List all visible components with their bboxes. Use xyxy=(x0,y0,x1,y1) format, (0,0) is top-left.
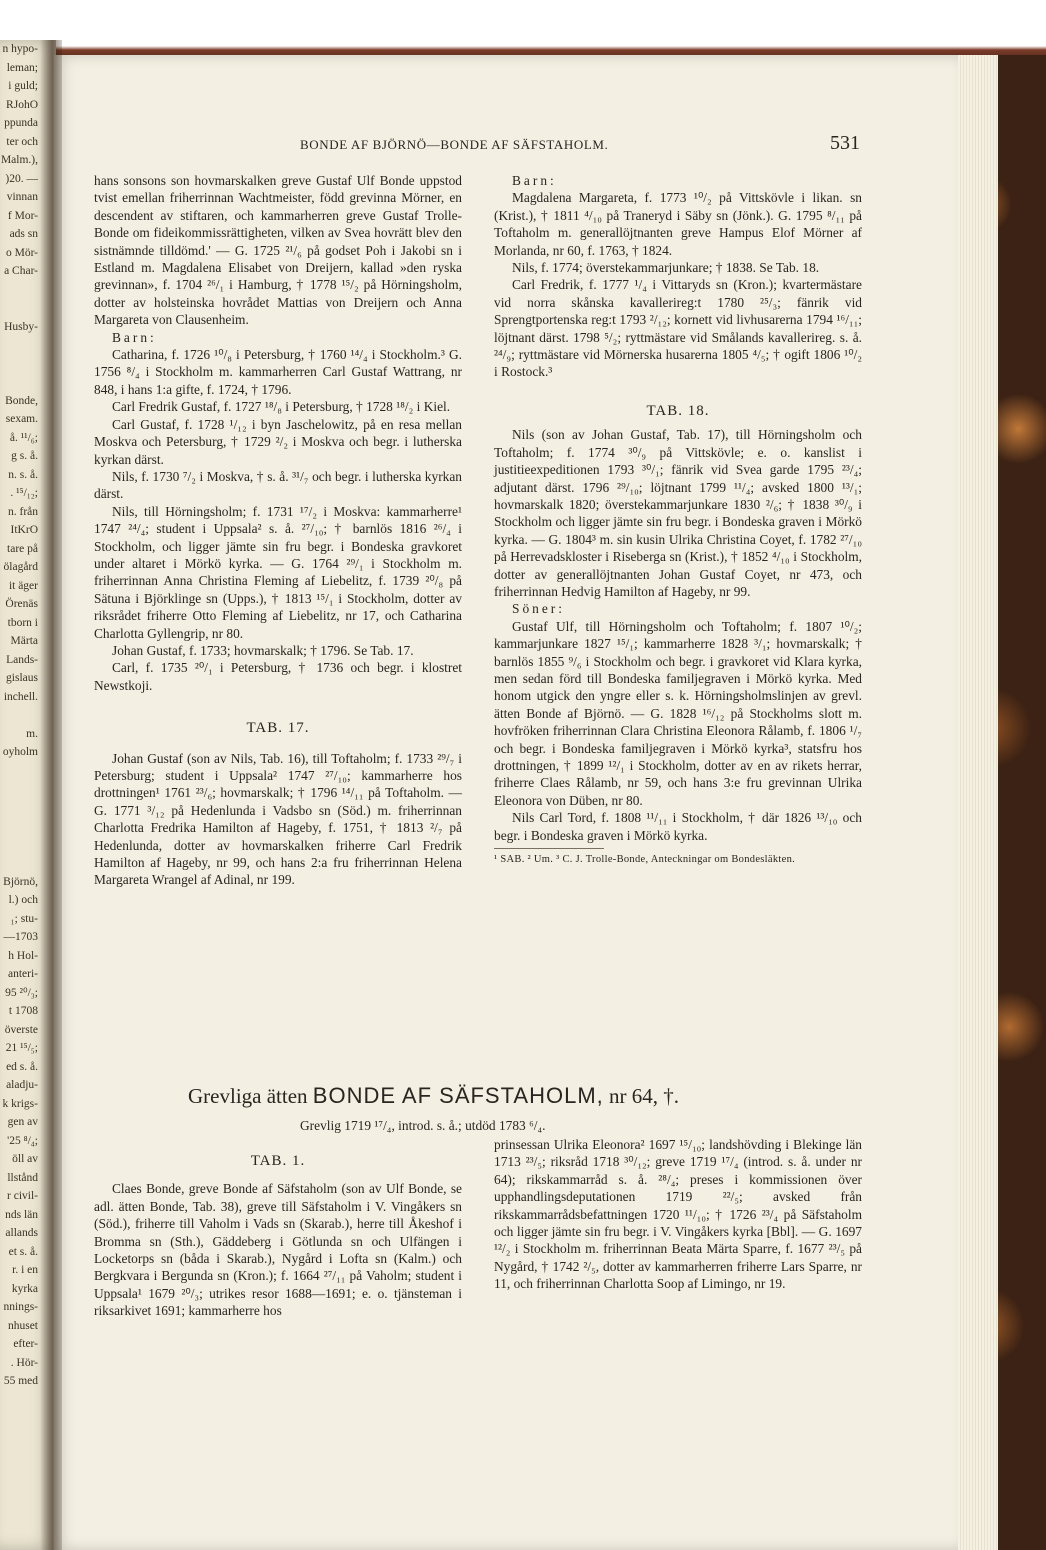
facing-page-line: ölagård xyxy=(3,561,38,573)
right-column-paragraph: Magdalena Margareta, f. 1773 ¹⁰/₂ på Vittskövle i likan. sn (Krist.), † 1811 ⁴/₁₀ på Traneryd i Säby sn (Jönk.). G. 1795 ⁸/₁₁ på Toftaholm m. generallöjtnanten greve Hampus Elof Mörner af Morlanda, nr 60, f. 1763, † 1824. xyxy=(494,190,862,258)
left-column-paragraph: Nils, till Hörningsholm; f. 1731 ¹⁷/₂ i Moskva: kammarherre¹ 1747 ²⁴/₄; student i Uppsala² s. å. ²⁷/₁₀; † barnlös 1816 ²⁶/₄ i Stockholm, och ligger jämte sin fru begr. i Bondeska gravkoret under altaret i Mörkö kyrka. — G. 1764 ²⁹/₁ i Stockholm m. friherrinnan Anna Christina Fleming af Liebelitz, f. 1739 ²⁰/₈ på Sätuna i Björklinge sn (Upps.), † 1813 ¹⁵/₁ i Stockholm, dotter av riksrådet friherre Otto Fleming af Liebelitz, nr 17, och Catharina Charlotta Gyllengrip, nr 80. xyxy=(94,503,462,641)
facing-page-line: k krigs- xyxy=(2,1097,38,1110)
facing-page-line: a Char- xyxy=(4,265,38,277)
tab-1-heading: TAB. 1. xyxy=(250,1153,306,1169)
facing-page-line: n. s. å. xyxy=(8,468,38,481)
facing-page-line: 55 med xyxy=(3,1375,38,1387)
facing-page-line: anteri- xyxy=(7,968,38,980)
facing-page-line: nhuset xyxy=(7,1319,38,1332)
footnote-rule xyxy=(494,848,604,849)
facing-page-line: Lands- xyxy=(6,653,38,666)
facing-page-line: leman; xyxy=(6,61,38,74)
facing-page-line: . ¹⁵/₁₂; xyxy=(10,487,38,499)
book-gutter xyxy=(40,40,62,1550)
facing-page-line: i guld; xyxy=(8,80,38,92)
facing-page-line: 95 ²⁰/₃; xyxy=(5,986,38,999)
facing-page-line: m. xyxy=(26,727,38,740)
facing-page-line: et s. å. xyxy=(8,1245,38,1258)
facing-page-line: it äger xyxy=(8,579,38,592)
facing-page-line: nds län xyxy=(5,1208,38,1221)
facing-page-line: nnings- xyxy=(3,1301,38,1313)
left-column-paragraph: hans sonsons son hovmarskalken greve Gustaf Ulf Bonde uppstod tvist emellan friherrinnan Wachtmeister, född grevinna Mörner, en descendent av stiftaren, och kammarherren greve Gustaf Trolle-Bonde om fideikommissrättigheten, vilken av Svea hovrätt blev den sistnämnde tilldömd.' — G. 1725 ²¹/₆ på godset Poh i Jakobi sn i Estland m. Magdalena Elisabet von Dreijern, kallad »den ryska grevinnan», f. 1704 ²⁶/₁ i Hamburg, † 1778 ¹⁵/₂ på Hörningsholm, dotter av holsteinska hovrådet Mattias von Dreijern och Anna Margareta von Clausenheim. xyxy=(94,173,462,328)
facing-page-line: l.) och xyxy=(8,894,38,906)
facing-page-line: aladju- xyxy=(6,1079,38,1091)
right-column-paragraph: Nils, f. 1774; överstekammarjunkare; † 1838. Se Tab. 18. xyxy=(512,260,820,276)
family-subtitle: Grevlig 1719 ¹⁷/₄, introd. s. å.; utdöd 1783 ⁶/₄. xyxy=(300,1118,546,1133)
facing-page-line: efter- xyxy=(13,1338,38,1350)
tab-1-left-column xyxy=(94,1153,462,1320)
left-column-paragraph: Catharina, f. 1726 ¹⁰/₈ i Petersburg, † 1760 ¹⁴/₄ i Stockholm.³ G. 1756 ⁸/₄ i Stockholm m. kammarherren Carl Gustaf Wattrang, nr 848, i hans 1:a gifte, f. 1724, † 1796. xyxy=(94,347,462,397)
facing-page-line: 21 ¹⁵/₅; xyxy=(5,1042,38,1054)
son-nils-carl-tord: Nils Carl Tord, f. 1808 ¹¹/₁₁ i Stockholm, † där 1826 ¹³/₁₀ och begr. i Bondeska graven i Mörkö kyrka. xyxy=(494,810,862,843)
right-column-paragraph: Carl Fredrik, f. 1777 ¹/₄ i Vittaryds sn (Kron.); kvartermästare vid norra skånska kavallerireg:t 1780 ²⁵/₃; fänrik vid Sprengtportenska reg:t 1793 ²/₁₂; kornett vid livhusarerna 1794 ¹⁶/₁₁; löjtnant därst. 1798 ⁵/₂; ryttmästare vid Smålands kavallerireg. s. å. ²⁴/₉; ryttmästare vid Mörnerska husarerna 1805 ⁴/₅; † ogift 1806 ¹⁰/₂ i Rostock.³ xyxy=(494,277,862,380)
facing-page-line: llstånd xyxy=(7,1171,38,1184)
facing-page-line: '25 ⁸/₄; xyxy=(7,1134,38,1147)
right-column xyxy=(494,172,862,866)
facing-page-line: vinnan xyxy=(6,191,38,203)
facing-page-line: —1703 xyxy=(3,931,38,943)
left-column-paragraph: Barn: xyxy=(112,329,157,345)
tab-1-right-column xyxy=(494,1136,862,1293)
facing-page-line: öll av xyxy=(12,1153,38,1165)
facing-page-line: kyrka xyxy=(11,1282,38,1295)
tab-17-text: Johan Gustaf (son av Nils, Tab. 16), till Toftaholm; f. 1733 ²⁹/₇ i Petersburg; student i Uppsala² 1747 ²⁷/₁₀; kammarherre hos drottningen¹ 1761 ²³/₆; hovmarskalk; † 1796 ¹⁴/₁₁ på Toftaholm. — G. 1771 ³/₁₂ på Hedenlunda i Vadsbo sn (Söd.) m. friherrinnan Charlotta Fredrika Hamilton af Hageby, f. 1751, † 1813 ²/₇ på Hedenlunda, dotter av hovmarskalken friherre Carl Fredrik Hamilton af Hageby, nr 99, och hans 2:a fru friherrinnan Helena Margareta Wrangel af Adinal, nr 199. xyxy=(94,750,462,888)
facing-page-line: gen av xyxy=(7,1116,38,1128)
facing-page-line: Märta xyxy=(10,635,38,647)
tab-1-text-right: prinsessan Ulrika Eleonora² 1697 ¹⁵/₁₀; landshövding i Blekinge län 1713 ²³/₅; riksråd 1718 ³⁰/₁₂; greve 1719 ¹⁷/₄ (introd. s. å. under nr 64); rikskammarråd s. å. ²⁸/₄; preses i kommissionen över upphandlingsdeputationen 1719 ²²/₅; avsked från rikskammarrådsbefattningen 1720 ¹¹/₁₀; † 1726 ²³/₄ på Säfstaholm och ligger jämte sin fru begr. i V. Vingåkers kyrka [Bbl]. — G. 1697 ¹²/₂ i Stockholm m. friherrinnan Beata Märta Sparre, f. 1677 ²³/₅ på Nygård, † 1742 ²/₅, dotter av kammarherren friherre Lars Sparre, nr 11, och friherrinnan Charlotta Soop af Limingo, nr 19. xyxy=(494,1137,862,1292)
family-title-name: BONDE AF SÄFSTAHOLM, xyxy=(312,1083,604,1108)
facing-page-line: . Hör- xyxy=(10,1356,38,1369)
facing-page-line: Husby- xyxy=(4,320,38,333)
book-top-edge xyxy=(0,0,1046,62)
facing-page-line: r. i en xyxy=(12,1264,38,1276)
tab-18-text: Nils (son av Johan Gustaf, Tab. 17), till Hörningsholm och Toftaholm; f. 1774 ³⁰/₉ på Vittskövle; e. o. kanslist i justitieexpeditionen 1793 ³⁰/₁; fänrik vid Svea garde 1795 ²³/₄; adjutant därst. 1796 ²⁹/₁₀; löjtnant 1799 ¹¹/₄; avsked 1800 ¹³/₁; hovmarskalk 1820; överstekammarjunkare 1830 ²/₆; † 1838 ³⁰/₉ i Stockholm och ligger jämte sin fru begr. i Bondeska graven i Mörkö kyrka. — G. 1804³ m. sin kusin Ulrika Christina Coyet, f. 1782 ²⁷/₁₀ på Herrevadskloster i Riseberga sn (Krist.), † 1852 ⁴/₁₀ i Stockholm, dotter av generallöjtnanten Johan Gustaf Coyet, nr 473, och friherrinnan Hedvig Hamilton af Hageby, nr 99. xyxy=(494,427,862,599)
left-column-paragraph: Nils, f. 1730 ⁷/₂ i Moskva, † s. å. ³¹/₇ och begr. i lutherska kyrkan därst. xyxy=(94,468,462,502)
tab-17-heading: TAB. 17. xyxy=(246,720,310,737)
facing-page-line: Bonde, xyxy=(5,394,38,407)
left-column-paragraph: Carl Gustaf, f. 1728 ¹/₁₂ i byn Jaschelowitz, på en resa mellan Moskva och Petersburg, † 1729 ²/₂ i Moskva och begr. i lutherska kyrkan därst. xyxy=(94,416,462,467)
facing-page-line: gislaus xyxy=(6,672,38,684)
facing-page-line: g s. å. xyxy=(11,450,38,462)
facing-page-line: ads sn xyxy=(9,228,38,240)
family-title-suffix: nr 64, †. xyxy=(609,1084,680,1108)
facing-page-line: ItKrO xyxy=(10,524,38,536)
facing-page-line: ter och xyxy=(6,135,38,148)
facing-page-line: h Hol- xyxy=(8,949,38,962)
facing-page-line: f Mor- xyxy=(7,209,38,222)
footnotes: ¹ SAB. ² Um. ³ C. J. Trolle-Bonde, Anteckningar om Bondesläkten. xyxy=(494,854,796,866)
facing-page-line: å. ¹¹/₆; xyxy=(9,431,38,444)
facing-page-line: Malm.), xyxy=(0,154,38,166)
left-column-paragraph: Carl, f. 1735 ²⁰/₁ i Petersburg, † 1736 och begr. i klostret Newstkoji. xyxy=(94,660,462,693)
facing-page-line: tare på xyxy=(7,542,38,555)
facing-page-line: Björnö, xyxy=(3,875,38,888)
facing-page-line: inchell. xyxy=(3,690,38,703)
facing-page-line: Örenäs xyxy=(5,598,38,610)
tab-1-text-left: Claes Bonde, greve Bonde af Säfstaholm (son av Ulf Bonde, se adl. ätten Bonde, Tab. 38), greve till Säfstaholm i V. Vingåkers sn (Söd.), friherre till Vaholm i Vads sn (Skarab.), herre till Åkeshof i Bromma sn (Sth.), Gäddeberg i Götlunda sn och Ulfängen i Locketorps sn (båda i Skarab.), Nygård i Lofta sn (Kalm.) och Bergkvara i Bergunda sn (Kron.); f. 1664 ²⁷/₁₁ på Vaholm; student i Uppsala¹ 1679 ²⁰/₃; utrikes resor 1688—1691; e. o. tjänsteman i riksarkivet 1691; kammarherre hos xyxy=(94,1181,462,1319)
son-gustaf-ulf: Gustaf Ulf, till Hörningsholm och Toftaholm; f. 1807 ¹⁰/₂; kammarjunkare 1827 ¹⁵/₁; kammarherre 1828 ³/₁; hovmarskalk; † barnlös 1855 ⁹/₆ i Stockholm och begr. i gravkoret vid Klara kyrka, men sedan förd till Bondeska familjegraven i Mörkö kyrka. Med honom utgick den yngre eller s. k. Hörningsholmslinjen av grevl. ätten Bonde af Björnö. — G. 1828 ¹⁶/₁₂ på Stockholms slott m. hovfröken friherrinnan Clara Christina Eleonora Rålamb, f. 1806 ¹/₇ och begr. i Bondeska familjegraven i Mörkö kyrka³, statsfru hos drottningen, † 1899 ¹²/₁ i Stockholm, dotter av en av rikets herrar, friherre Claes Rålamb, nr 59, och hans 3:e fru grevinnan Ulrika Eleonora von Düben, nr 80. xyxy=(494,618,862,808)
family-title-prefix: Grevliga ätten xyxy=(188,1084,308,1108)
facing-page-line: överste xyxy=(4,1023,38,1036)
facing-page-line: sexam. xyxy=(5,413,38,425)
facing-page-line: t 1708 xyxy=(8,1005,38,1017)
left-column-paragraph: Johan Gustaf, f. 1733; hovmarskalk; † 1796. Se Tab. 17. xyxy=(112,642,414,658)
left-column-paragraph: Carl Fredrik Gustaf, f. 1727 ¹⁸/₈ i Petersburg, † 1728 ¹⁸/₂ i Kiel. xyxy=(112,399,451,415)
facing-page-line: o Mör- xyxy=(5,246,38,259)
facing-page-line: RJohO xyxy=(6,98,38,111)
family-title xyxy=(188,1083,888,1109)
facing-page-line: tborn i xyxy=(7,616,38,629)
facing-page-line: n hypo- xyxy=(2,43,38,55)
facing-page-line: ₁; stu- xyxy=(10,912,38,925)
running-head: BONDE AF BJÖRNÖ—BONDE AF SÄFSTAHOLM. xyxy=(300,137,609,152)
facing-page-line: oyholm xyxy=(2,746,38,758)
facing-page-line: n. från xyxy=(7,505,38,518)
sons-label: Söner: xyxy=(512,601,565,617)
facing-page-line: )20. — xyxy=(5,172,38,185)
facing-page-line: ed s. å. xyxy=(6,1060,38,1073)
page-number: 531 xyxy=(830,132,860,154)
page-stack-edge xyxy=(952,55,998,1550)
facing-page-line: ppunda xyxy=(4,117,38,129)
tab-18-heading: TAB. 18. xyxy=(646,402,710,419)
facing-page-line: allands xyxy=(5,1227,38,1239)
facing-page-line: r civil- xyxy=(7,1190,38,1202)
left-column xyxy=(94,172,462,889)
right-column-paragraph: Barn: xyxy=(512,173,557,188)
